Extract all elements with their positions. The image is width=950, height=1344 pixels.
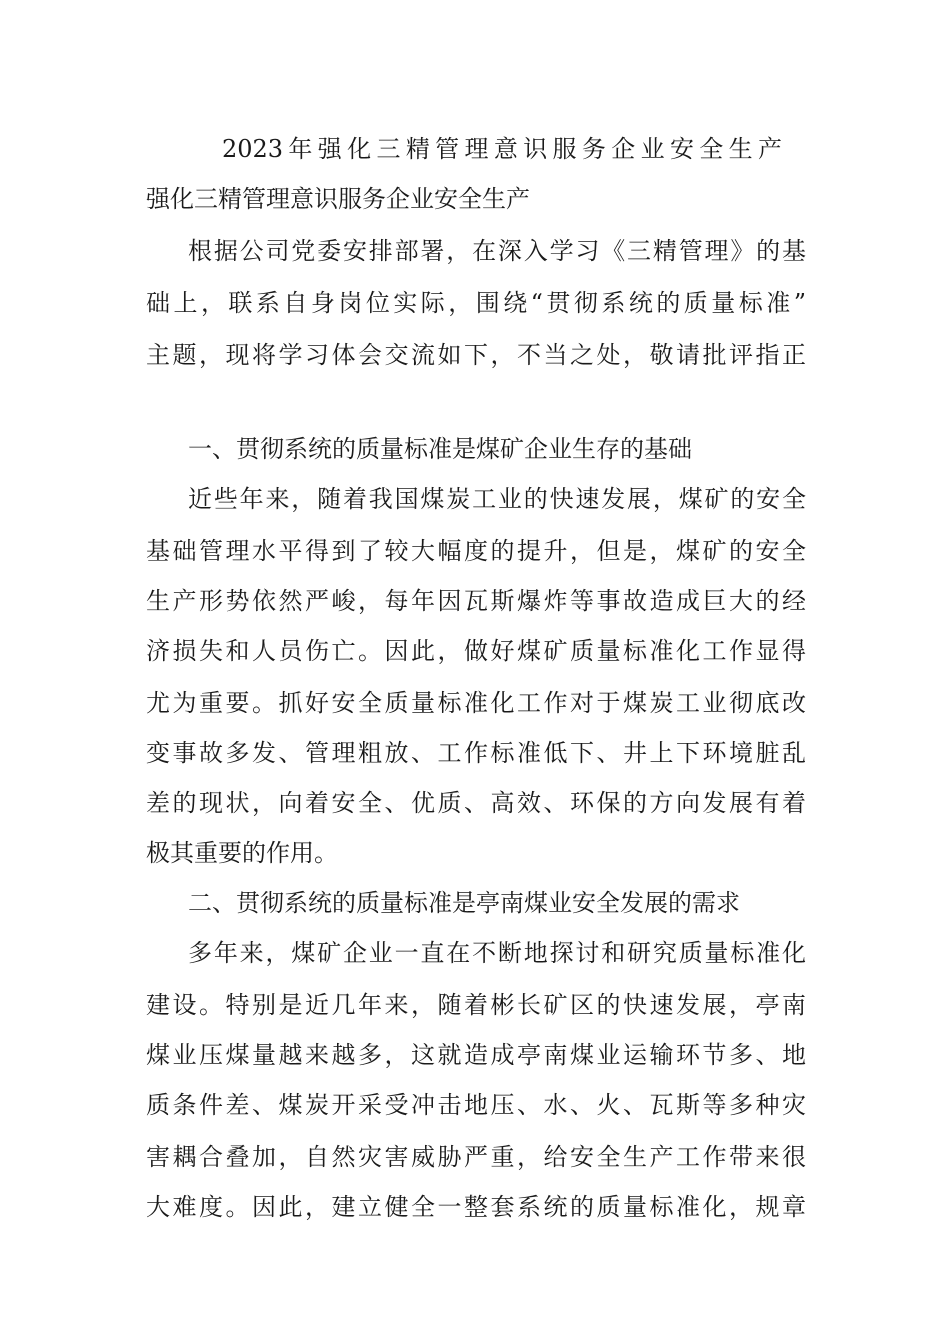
paragraph-line: 大难度。因此，建立健全一整套系统的质量标准化，规章 (146, 1193, 806, 1221)
paragraph-line: 害耦合叠加，自然灾害威胁严重，给安全生产工作带来很 (146, 1143, 806, 1171)
paragraph-line: 建设。特别是近几年来，随着彬长矿区的快速发展，亭南 (146, 991, 806, 1019)
paragraph-line: 差的现状，向着安全、优质、高效、环保的方向发展有着 (146, 789, 806, 817)
paragraph-line: 济损失和人员伤亡。因此，做好煤矿质量标准化工作显得 (146, 637, 806, 665)
paragraph-line: 煤业压煤量越来越多，这就造成亭南煤业运输环节多、地 (146, 1041, 806, 1069)
section-heading: 一、贯彻系统的质量标准是煤矿企业生存的基础 (188, 435, 692, 463)
intro-line: 根据公司党委安排部署，在深入学习《三精管理》的基 (188, 237, 806, 265)
document-subtitle: 强化三精管理意识服务企业安全生产 (146, 185, 530, 213)
paragraph-line: 多年来，煤矿企业一直在不断地探讨和研究质量标准化 (188, 939, 806, 967)
intro-line: 础上，联系自身岗位实际，围绕“贯彻系统的质量标准” (146, 289, 806, 317)
paragraph-line: 变事故多发、管理粗放、工作标准低下、井上下环境脏乱 (146, 739, 806, 767)
paragraph-line: 尤为重要。抓好安全质量标准化工作对于煤炭工业彻底改 (146, 689, 806, 717)
document-title: 2023年强化三精管理意识服务企业安全生产 (222, 135, 782, 163)
section-heading: 二、贯彻系统的质量标准是亭南煤业安全发展的需求 (188, 889, 740, 917)
paragraph-line: 基础管理水平得到了较大幅度的提升，但是，煤矿的安全 (146, 537, 806, 565)
paragraph-line: 极其重要的作用。 (146, 839, 338, 867)
paragraph-line: 近些年来，随着我国煤炭工业的快速发展，煤矿的安全 (188, 485, 806, 513)
intro-line: 主题，现将学习体会交流如下，不当之处，敬请批评指正 (146, 341, 806, 369)
paragraph-line: 生产形势依然严峻，每年因瓦斯爆炸等事故造成巨大的经 (146, 587, 806, 615)
paragraph-line: 质条件差、煤炭开采受冲击地压、水、火、瓦斯等多种灾 (146, 1091, 806, 1119)
